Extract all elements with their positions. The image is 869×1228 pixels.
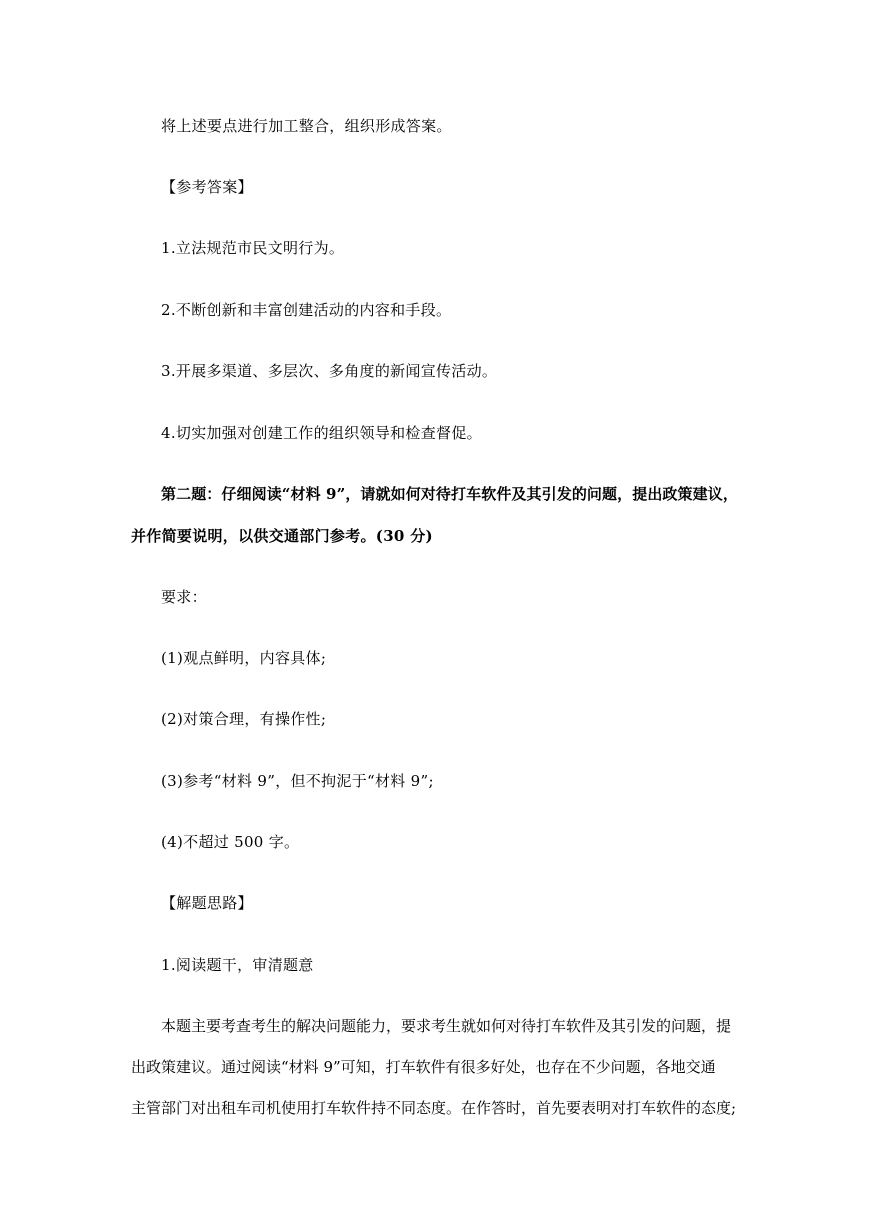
solution-heading: 【解题思路】 <box>161 894 253 912</box>
step-1-heading: 1.阅读题干，审清题意 <box>161 956 314 974</box>
answer-item-1: 1.立法规范市民文明行为。 <box>161 239 345 257</box>
question-line-2: 并作简要说明，以供交通部门参考。(30 分) <box>131 527 433 545</box>
requirement-item-4: (4)不超过 500 字。 <box>161 833 300 851</box>
paragraph-line-2: 出政策建议。通过阅读“材料 9”可知，打车软件有很多好处，也存在不少问题，各地交通 <box>131 1058 716 1076</box>
paragraph-line-1: 本题主要考查考生的解决问题能力，要求考生就如何对待打车软件及其引发的问题，提 <box>161 1017 732 1035</box>
answer-item-2: 2.不断创新和丰富创建活动的内容和手段。 <box>161 301 452 319</box>
answer-item-3: 3.开展多渠道、多层次、多角度的新闻宣传活动。 <box>161 362 498 380</box>
intro-text: 将上述要点进行加工整合，组织形成答案。 <box>161 117 452 135</box>
paragraph-line-3: 主管部门对出租车司机使用打车软件持不同态度。在作答时，首先要表明对打车软件的态度; <box>131 1099 737 1117</box>
requirement-item-3: (3)参考“材料 9”，但不拘泥于“材料 9”; <box>161 772 434 790</box>
answer-item-4: 4.切实加强对创建工作的组织领导和检查督促。 <box>161 424 482 442</box>
question-line-1: 第二题：仔细阅读“材料 9”，请就如何对待打车软件及其引发的问题，提出政策建议， <box>161 485 738 503</box>
requirement-item-2: (2)对策合理，有操作性; <box>161 710 327 728</box>
requirement-item-1: (1)观点鲜明，内容具体; <box>161 649 327 667</box>
reference-answer-heading: 【参考答案】 <box>161 178 253 196</box>
requirements-label: 要求： <box>161 588 207 606</box>
